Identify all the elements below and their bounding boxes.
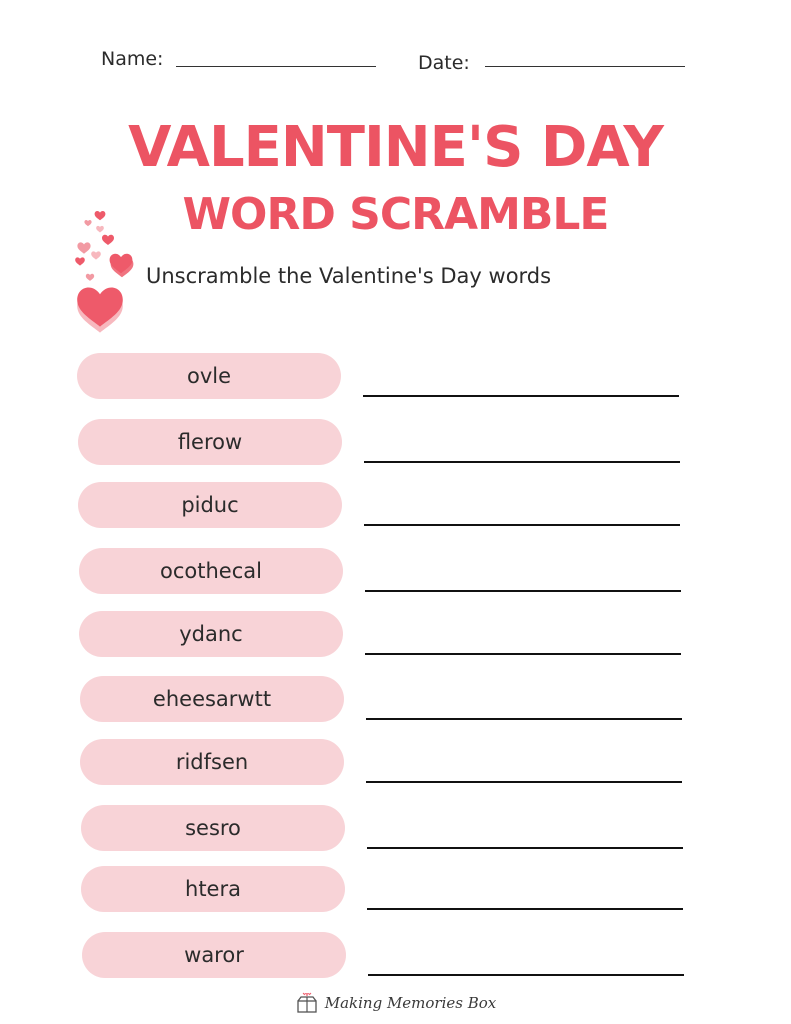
answer-line[interactable] bbox=[367, 847, 683, 849]
title-line-2: WORD SCRAMBLE bbox=[182, 189, 609, 240]
scrambled-word: ridfsen bbox=[80, 739, 344, 785]
answer-line[interactable] bbox=[366, 781, 682, 783]
hearts-decoration-icon bbox=[66, 200, 146, 340]
name-label: Name: bbox=[101, 48, 164, 70]
answer-line[interactable] bbox=[366, 718, 682, 720]
scrambled-word: sesro bbox=[81, 805, 345, 851]
brand-name: Making Memories Box bbox=[324, 994, 497, 1012]
scrambled-word: ovle bbox=[77, 353, 341, 399]
gift-box-icon bbox=[295, 992, 319, 1014]
scrambled-word: ydanc bbox=[79, 611, 343, 657]
answer-line[interactable] bbox=[364, 461, 680, 463]
name-field-line[interactable] bbox=[176, 66, 376, 67]
scrambled-word: piduc bbox=[78, 482, 342, 528]
scrambled-word: eheesarwtt bbox=[80, 676, 344, 722]
scrambled-word: waror bbox=[82, 932, 346, 978]
scrambled-word: flerow bbox=[78, 419, 342, 465]
date-label: Date: bbox=[418, 52, 470, 74]
scrambled-word: ocothecal bbox=[79, 548, 343, 594]
answer-line[interactable] bbox=[368, 974, 684, 976]
instructions: Unscramble the Valentine's Day words bbox=[146, 264, 552, 288]
title-line-1: VALENTINE'S DAY bbox=[128, 115, 663, 180]
scrambled-word: htera bbox=[81, 866, 345, 912]
answer-line[interactable] bbox=[367, 908, 683, 910]
footer-branding bbox=[0, 990, 791, 1016]
answer-line[interactable] bbox=[363, 395, 679, 397]
answer-line[interactable] bbox=[365, 590, 681, 592]
date-field-line[interactable] bbox=[485, 66, 685, 67]
answer-line[interactable] bbox=[364, 524, 680, 526]
header-fields bbox=[0, 48, 791, 78]
answer-line[interactable] bbox=[365, 653, 681, 655]
